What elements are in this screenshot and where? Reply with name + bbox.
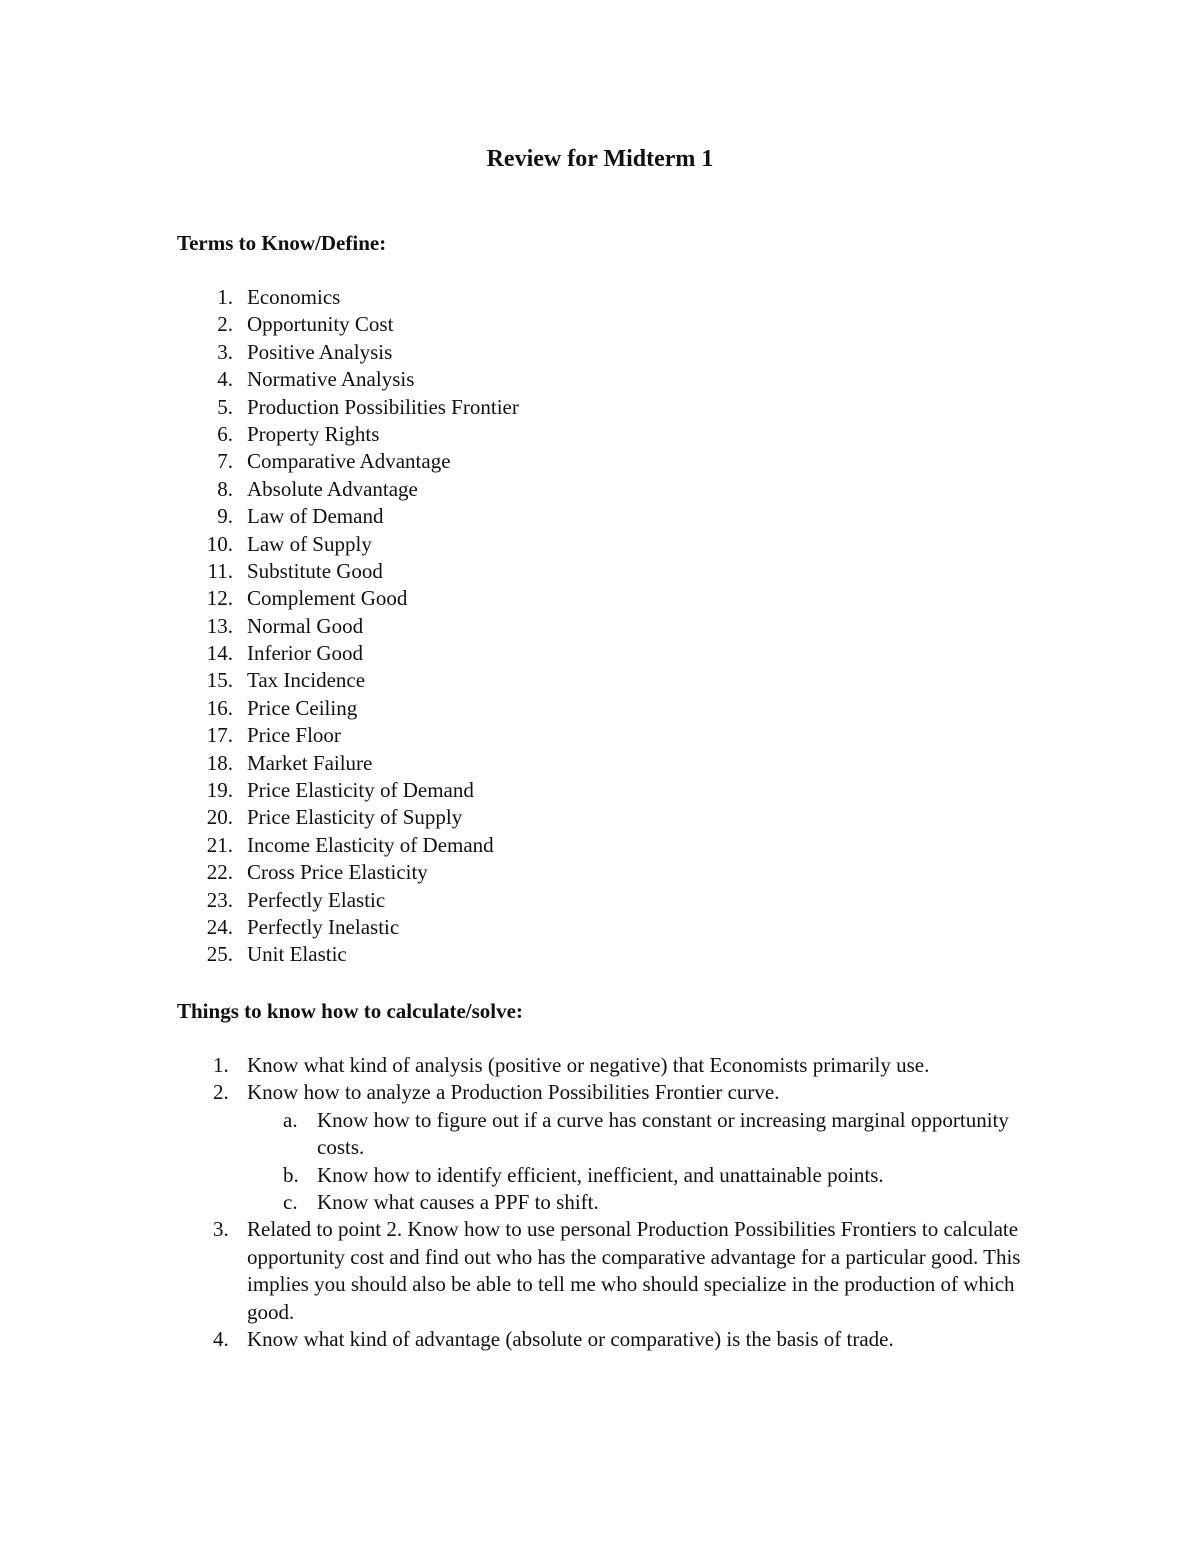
list-item — [177, 394, 519, 421]
list-number: 14. — [206, 641, 233, 666]
list-number: 15. — [206, 668, 233, 693]
terms-heading: Terms to Know/Define: — [177, 231, 387, 255]
sub-list — [247, 1107, 1037, 1217]
list-text: Tax Incidence — [247, 668, 366, 693]
list-item — [177, 804, 519, 831]
list-item — [177, 613, 519, 640]
list-number: 6. — [217, 421, 233, 446]
sub-list-text: Know how to figure out if a curve has constant or increasing marginal opportunity costs. — [317, 1107, 1009, 1160]
list-item — [177, 695, 519, 722]
list-number: 7. — [217, 449, 233, 474]
list-text: Production Possibilities Frontier — [247, 394, 519, 419]
list-item — [177, 311, 519, 338]
list-item — [177, 476, 519, 503]
list-item — [177, 503, 519, 530]
list-item — [177, 284, 519, 311]
sub-list-letter: c. — [283, 1190, 298, 1215]
calc-heading: Things to know how to calculate/solve: — [177, 999, 523, 1023]
list-text: Inferior Good — [247, 641, 364, 666]
list-text: Property Rights — [247, 421, 380, 446]
list-item — [177, 448, 519, 475]
sub-list-text: Know how to identify efficient, inefficient, and unattainable points. — [317, 1162, 884, 1187]
list-text: Opportunity Cost — [247, 312, 394, 337]
list-text: Cross Price Elasticity — [247, 860, 428, 885]
sub-list-item — [247, 1162, 1037, 1189]
list-item — [177, 1052, 1037, 1079]
list-text: Normative Analysis — [247, 367, 415, 392]
list-number: 22. — [206, 860, 233, 885]
list-text: Absolute Advantage — [247, 476, 418, 501]
list-item — [177, 640, 519, 667]
list-item — [177, 1326, 1037, 1353]
list-item — [177, 722, 519, 749]
list-text: Law of Demand — [247, 504, 384, 529]
list-text: Know how to analyze a Production Possibilities Frontier curve. — [247, 1080, 780, 1105]
list-number: 10. — [206, 531, 233, 556]
list-number: 21. — [206, 832, 233, 857]
list-item — [177, 558, 519, 585]
list-item — [177, 914, 519, 941]
list-number: 20. — [206, 805, 233, 830]
calc-list — [177, 1052, 1037, 1353]
list-item — [177, 777, 519, 804]
list-text: Price Elasticity of Demand — [247, 778, 474, 803]
list-text: Substitute Good — [247, 558, 383, 583]
list-item — [177, 750, 519, 777]
sub-list-item — [247, 1107, 1037, 1162]
list-number: 3. — [213, 1217, 229, 1242]
list-text: Price Ceiling — [247, 695, 358, 720]
list-text: Market Failure — [247, 750, 373, 775]
list-text: Perfectly Inelastic — [247, 914, 400, 939]
list-text: Related to point 2. Know how to use personal Production Possibilities Frontiers to calculate opportunity cost and find out who has the comparative advantage for a particular good. This implies you should also be able to tell me who should specialize in the production of which good. — [247, 1217, 1021, 1324]
page-title: Review for Midterm 1 — [486, 146, 714, 172]
list-text: Unit Elastic — [247, 942, 347, 967]
list-item — [177, 585, 519, 612]
list-text: Price Elasticity of Supply — [247, 805, 463, 830]
list-number: 23. — [206, 887, 233, 912]
terms-list — [177, 284, 519, 969]
list-number: 2. — [217, 312, 233, 337]
list-text: Perfectly Elastic — [247, 887, 386, 912]
sub-list-text: Know what causes a PPF to shift. — [317, 1190, 599, 1215]
list-item — [177, 667, 519, 694]
list-item — [177, 421, 519, 448]
list-number: 4. — [213, 1327, 229, 1352]
list-item — [177, 1216, 1037, 1326]
list-item — [177, 366, 519, 393]
list-text: Law of Supply — [247, 531, 372, 556]
list-item — [177, 941, 519, 968]
list-number: 24. — [206, 914, 233, 939]
list-text: Normal Good — [247, 613, 364, 638]
list-number: 4. — [217, 367, 233, 392]
list-item — [177, 531, 519, 558]
list-item — [177, 832, 519, 859]
list-item — [177, 1079, 1037, 1216]
list-number: 19. — [206, 778, 233, 803]
list-number: 18. — [206, 750, 233, 775]
list-text: Know what kind of analysis (positive or negative) that Economists primarily use. — [247, 1053, 930, 1077]
list-number: 5. — [217, 394, 233, 419]
list-text: Price Floor — [247, 723, 341, 748]
list-number: 3. — [217, 339, 233, 364]
list-text: Complement Good — [247, 586, 408, 611]
list-text: Positive Analysis — [247, 339, 393, 364]
sub-list-letter: b. — [283, 1162, 299, 1187]
list-text: Income Elasticity of Demand — [247, 832, 494, 857]
list-number: 16. — [206, 695, 233, 720]
sub-list-letter: a. — [283, 1107, 298, 1132]
sub-list-item — [247, 1189, 1037, 1216]
list-number: 13. — [206, 613, 233, 638]
list-number: 25. — [206, 942, 233, 967]
list-item — [177, 887, 519, 914]
list-number: 1. — [213, 1053, 229, 1077]
list-number: 9. — [217, 504, 233, 529]
list-text: Comparative Advantage — [247, 449, 451, 474]
list-number: 8. — [217, 476, 233, 501]
list-item — [177, 859, 519, 886]
list-number: 11. — [207, 558, 233, 583]
list-text: Economics — [247, 285, 341, 309]
list-number: 17. — [206, 723, 233, 748]
list-item — [177, 339, 519, 366]
list-number: 2. — [213, 1080, 229, 1105]
list-number: 12. — [206, 586, 233, 611]
list-number: 1. — [217, 285, 233, 309]
list-text: Know what kind of advantage (absolute or comparative) is the basis of trade. — [247, 1327, 894, 1352]
list-item-body — [247, 1079, 1037, 1216]
